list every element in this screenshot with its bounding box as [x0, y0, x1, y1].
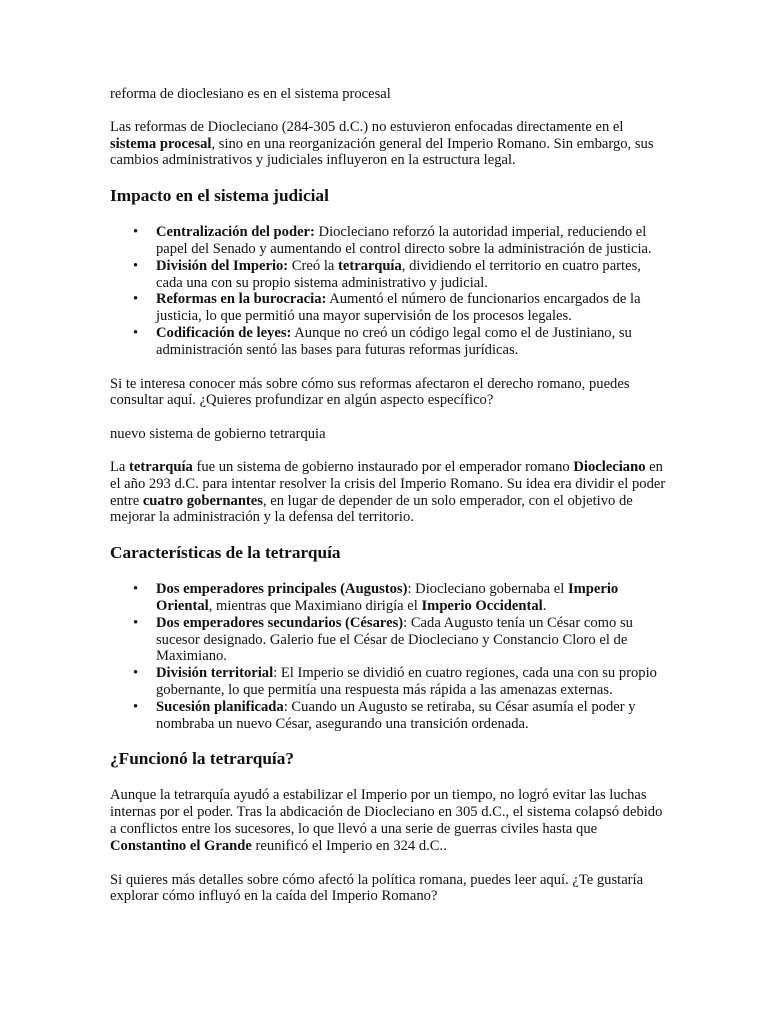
result-text: Aunque la tetrarquía ayudó a estabilizar el Imperio por un tiempo, no logró evitar las luchas internas por el poder. Tras la abdicación de Diocleciano en 305 d.C., el sistema colapsó debido a conflictos entre los sucesores, lo que llevó a una serie de guerras civiles hasta que — [110, 787, 663, 837]
item-text: : Cuando un Augusto se retiraba, su César asumía el poder y nombraba un nuevo César, asegurando una transición ordenada. — [156, 698, 636, 732]
item-label: División territorial — [156, 665, 274, 682]
result-bold: Constantino el Grande — [110, 837, 252, 854]
list-item — [156, 325, 668, 359]
item-text: Creó la — [288, 257, 339, 274]
intro-text: La — [110, 458, 130, 475]
item-text: : Cada Augusto tenía un César como su sucesor designado. Galerio fue el César de Diocleciano y Constancio Cloro el de Maximiano. — [156, 614, 633, 665]
intro-bold: cuatro gobernantes — [142, 492, 263, 509]
result-text: reunificó el Imperio en 324 d.C.. — [251, 837, 447, 854]
list-item — [156, 258, 668, 292]
closing-paragraph: Si quieres más detalles sobre cómo afectó la política romana, puedes leer aquí. ¿Te gustaría explorar cómo influyó en la caída del Imperio Romano? — [110, 871, 644, 905]
list-item — [156, 615, 668, 665]
bullet-list — [110, 224, 668, 358]
item-bold: tetrarquía — [338, 257, 402, 274]
result-paragraph — [110, 787, 668, 854]
list-item — [156, 665, 668, 699]
section-heading: Características de la tetrarquía — [110, 543, 341, 563]
item-text: Aumentó el número de funcionarios encargados de la justicia, lo que permitió una mayor supervisión de los procesos legales. — [156, 291, 641, 325]
query-heading: nuevo sistema de gobierno tetrarquia — [110, 426, 326, 443]
closing-paragraph: Si te interesa conocer más sobre cómo sus reformas afectaron el derecho romano, puedes consultar aquí. ¿Quieres profundizar en algún aspecto específico? — [110, 375, 630, 409]
item-label: División del Imperio: — [156, 257, 289, 274]
intro-text: , sino en una reorganización general del Imperio Romano. Sin embargo, sus cambios administrativos y judiciales influyeron en la estructura legal. — [110, 135, 654, 169]
item-bold: Imperio Oriental — [156, 581, 619, 614]
item-text: , dividiendo el territorio en cuatro partes, cada una con su propio sistema administrativo y judicial. — [156, 257, 641, 291]
intro-bold: Diocleciano — [573, 458, 646, 475]
list-item — [156, 291, 668, 325]
intro-bold: tetrarquía — [129, 458, 193, 475]
intro-text: fue un sistema de gobierno instaurado por el emperador romano — [192, 458, 574, 475]
intro-paragraph — [110, 119, 668, 169]
item-text: . — [542, 597, 547, 614]
item-label: Codificación de leyes: — [156, 324, 292, 341]
list-item — [156, 581, 668, 615]
item-label: Sucesión planificada — [156, 698, 284, 715]
intro-text: en el año 293 d.C. para intentar resolver la crisis del Imperio Romano. Su idea era dividir el poder entre — [110, 458, 666, 509]
intro-text: , en lugar de depender de un solo emperador, con el objetivo de mejorar la administración y la defensa del territorio. — [110, 492, 633, 526]
item-text: : El Imperio se dividió en cuatro regiones, cada una con su propio gobernante, lo que permitía una respuesta más rápida a las amenazas externas. — [156, 665, 657, 698]
intro-bold: sistema procesal — [110, 135, 212, 152]
item-text: Diocleciano reforzó la autoridad imperial, reduciendo el papel del Senado y aumentando el control directo sobre la administración de justicia. — [156, 224, 652, 257]
section-heading: Impacto en el sistema judicial — [110, 186, 329, 206]
query-heading: reforma de dioclesiano es en el sistema procesal — [110, 86, 391, 102]
item-text: Aunque no creó un código legal como el de Justiniano, su administración sentó las bases para futuras reformas jurídicas. — [156, 324, 632, 358]
item-label: Dos emperadores secundarios (Césares) — [156, 614, 404, 631]
item-bold: Imperio Occidental — [421, 597, 543, 614]
item-label: Reformas en la burocracia: — [156, 291, 327, 308]
item-label: Centralización del poder: — [156, 224, 315, 241]
section-heading: ¿Funcionó la tetrarquía? — [110, 749, 295, 769]
item-label: Dos emperadores principales (Augustos) — [156, 581, 408, 598]
list-item — [156, 699, 668, 733]
intro-text: Las reformas de Diocleciano (284-305 d.C.) no estuvieron enfocadas directamente en el — [110, 118, 624, 135]
item-text: , mientras que Maximiano dirigía el — [208, 597, 422, 614]
list-item — [156, 224, 668, 258]
item-text: : Diocleciano gobernaba el — [407, 581, 568, 598]
intro-paragraph — [110, 459, 668, 526]
bullet-list — [110, 581, 668, 732]
